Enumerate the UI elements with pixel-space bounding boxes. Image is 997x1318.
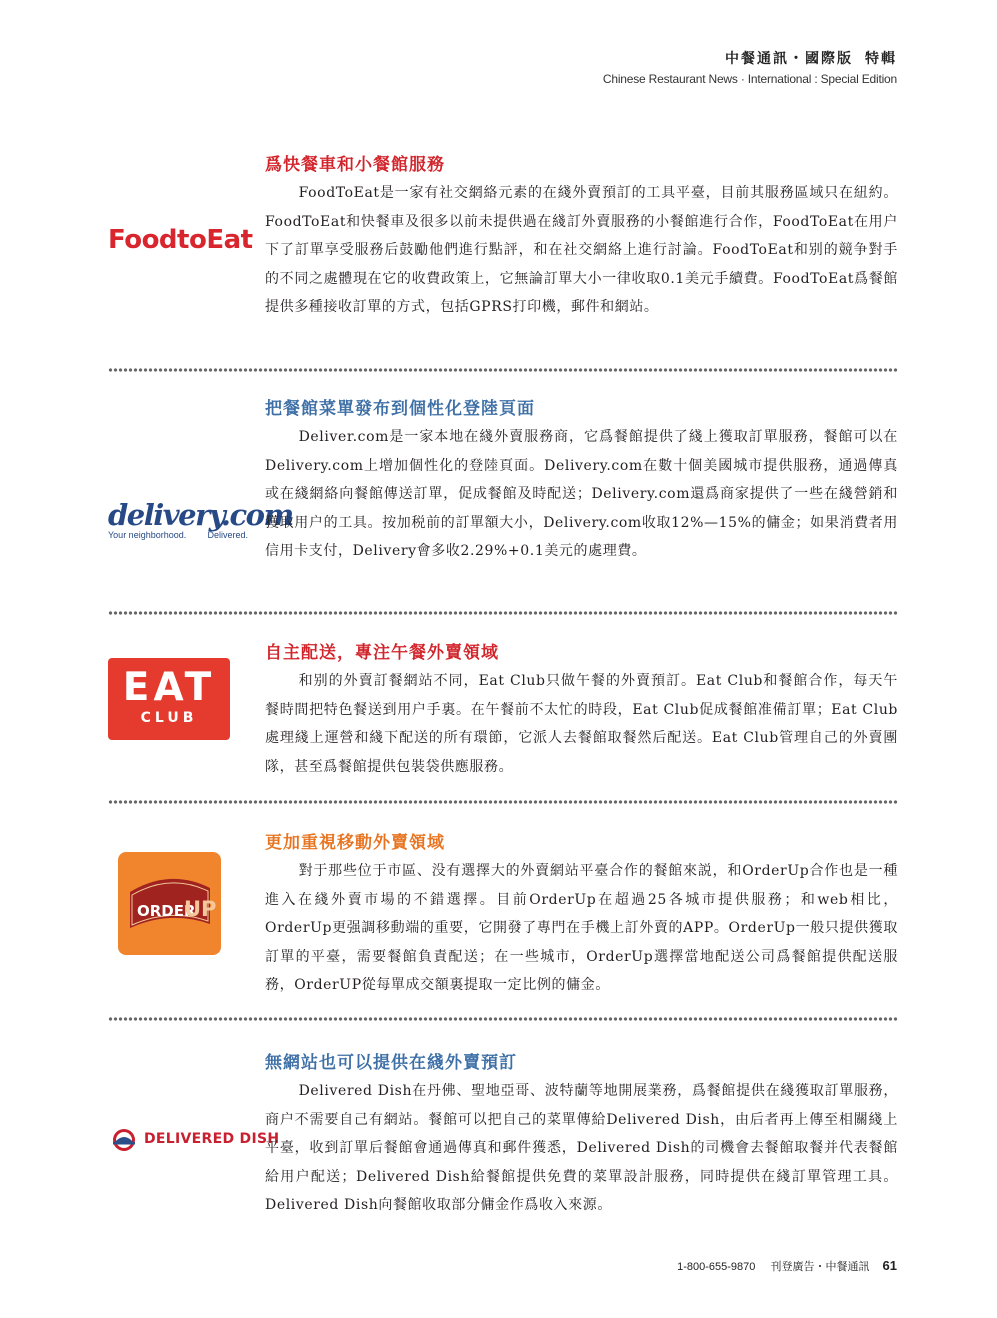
section-title: 爲快餐車和小餐館服務 — [265, 155, 445, 175]
header-title-en: Chinese Restaurant News · International : Special Edition — [602, 72, 897, 86]
footer-text: 刊登廣告・中餐通訊 — [770, 1260, 870, 1273]
section-body: FoodToEat是一家有社交網絡元素的在綫外賣預訂的工具平臺，目前其服務區域只在紐約。FoodToEat和快餐車及很多以前未提供過在綫訂外賣服務的小餐館進行合作，FoodToEat在用户下了訂單享受服務后鼓勵他們進行點評，和在社交網絡上進行討論。FoodToEat和别的競争對手的不同之處體現在它的收費政策上，它無論訂單大小一律收取0.1美元手續費。FoodToEat爲餐館提供多種接收訂單的方式，包括GPRS打印機，郵件和網站。 — [265, 185, 898, 315]
section-content — [265, 828, 898, 1000]
header-title-zh — [603, 48, 897, 68]
footer-phone: 1-800-655-9870 — [677, 1261, 756, 1273]
section-title: 更加重視移動外賣領域 — [265, 833, 445, 853]
orderup-logo-part2: UP — [184, 897, 217, 921]
delivered-dish-wordmark: DELIVERED DISH — [144, 1131, 280, 1147]
eat-club-logo-line1: EAT — [122, 665, 216, 710]
section-foodtoeat — [108, 150, 898, 350]
foodtoeat-logo: FoodtoEat — [108, 225, 253, 255]
section-label: 特輯 — [865, 51, 897, 67]
section-content — [265, 394, 898, 566]
section-body: 和别的外賣訂餐網站不同，Eat Club只做午餐的外賣預訂。Eat Club和餐館合作，每天午餐時間把特色餐送到用户手裏。在午餐前不太忙的時段，Eat Club促成餐館准備訂單；Eat Club處理綫上運營和綫下配送的所有環節，它派人去餐館取餐然后配送。Eat Club管理自己的外賣團隊，甚至爲餐館提供包裝袋供應服務。 — [265, 673, 898, 775]
tagline-left: Your neighborhood. — [108, 530, 187, 540]
section-body: Deliver.com是一家本地在綫外賣服務商，它爲餐館提供了綫上獲取訂單服務，餐館可以在Delivery.com上增加個性化的登陸頁面。Delivery.com在數十個美國城市提供服務，通過傳真或在綫網絡向餐館傳送訂單，促成餐館及時配送；Delivery.com還爲商家提供了一些在綫營銷和獲取用户的工具。按加税前的訂單額大小，Delivery.com收取12%—15%的傭金；如果消費者用信用卡支付，Delivery會多收2.29%+0.1美元的處理費。 — [265, 429, 898, 559]
publication-title: 中餐通訊・國際版 — [725, 51, 853, 67]
dotted-divider — [108, 799, 898, 805]
dotted-divider — [108, 610, 898, 616]
delivery-com-wordmark: delivery.com — [108, 498, 293, 532]
orderup-logo-part1: ORDER — [137, 902, 196, 920]
section-orderup — [108, 828, 898, 998]
section-title: 把餐館菜單發布到個性化登陸頁面 — [265, 399, 535, 419]
section-body: Delivered Dish在丹佛、聖地亞哥、波特蘭等地開展業務，爲餐館提供在綫獲取訂單服務，商户不需要自己有網站。餐館可以把自己的菜單傳給Delivered Dish，由后者再上傳至相關綫上平臺，收到訂單后餐館會通過傳真和郵件獲悉，Delivered Dish的司機會去餐館取餐并代表餐館給用户配送；Delivered Dish給餐館提供免費的菜單設計服務，同時提供在綫訂單管理工具。Delivered Dish向餐館收取部分傭金作爲收入來源。 — [265, 1083, 898, 1213]
section-content — [265, 150, 898, 322]
section-content — [265, 638, 898, 781]
section-eatclub — [108, 638, 898, 788]
page-footer — [677, 1258, 897, 1274]
section-delivered-dish — [108, 1048, 898, 1218]
cloche-icon — [108, 1126, 140, 1152]
page-number: 61 — [882, 1258, 897, 1273]
orderup-badge-icon — [118, 852, 221, 955]
delivery-com-tagline — [108, 530, 248, 540]
section-delivery — [108, 394, 898, 594]
delivered-dish-logo — [108, 1126, 279, 1152]
orderup-logo — [118, 852, 221, 955]
eat-club-logo-line2: CLUB — [140, 710, 198, 726]
page-header — [603, 48, 897, 86]
delivery-com-logo — [108, 498, 293, 540]
dotted-divider — [108, 367, 898, 373]
section-title: 無網站也可以提供在綫外賣預訂 — [265, 1053, 517, 1073]
tagline-right: Delivered. — [207, 530, 248, 540]
dotted-divider — [108, 1016, 898, 1022]
eat-club-logo — [108, 658, 230, 740]
section-body: 對于那些位于市區、没有選擇大的外賣網站平臺合作的餐館來説，和OrderUp合作也是一種進入在綫外賣市場的不錯選擇。目前OrderUp在超過25各城市提供服務；和web相比，OrderUp更强調移動端的重要，它開發了專門在手機上訂外賣的APP。OrderUp一般只提供獲取訂單的平臺，需要餐館負責配送；在一些城市，OrderUp選擇當地配送公司爲餐館提供配送服務，OrderUP從每單成交額裏提取一定比例的傭金。 — [265, 863, 898, 993]
section-title: 自主配送，專注午餐外賣領域 — [265, 643, 499, 663]
section-content — [265, 1048, 898, 1220]
